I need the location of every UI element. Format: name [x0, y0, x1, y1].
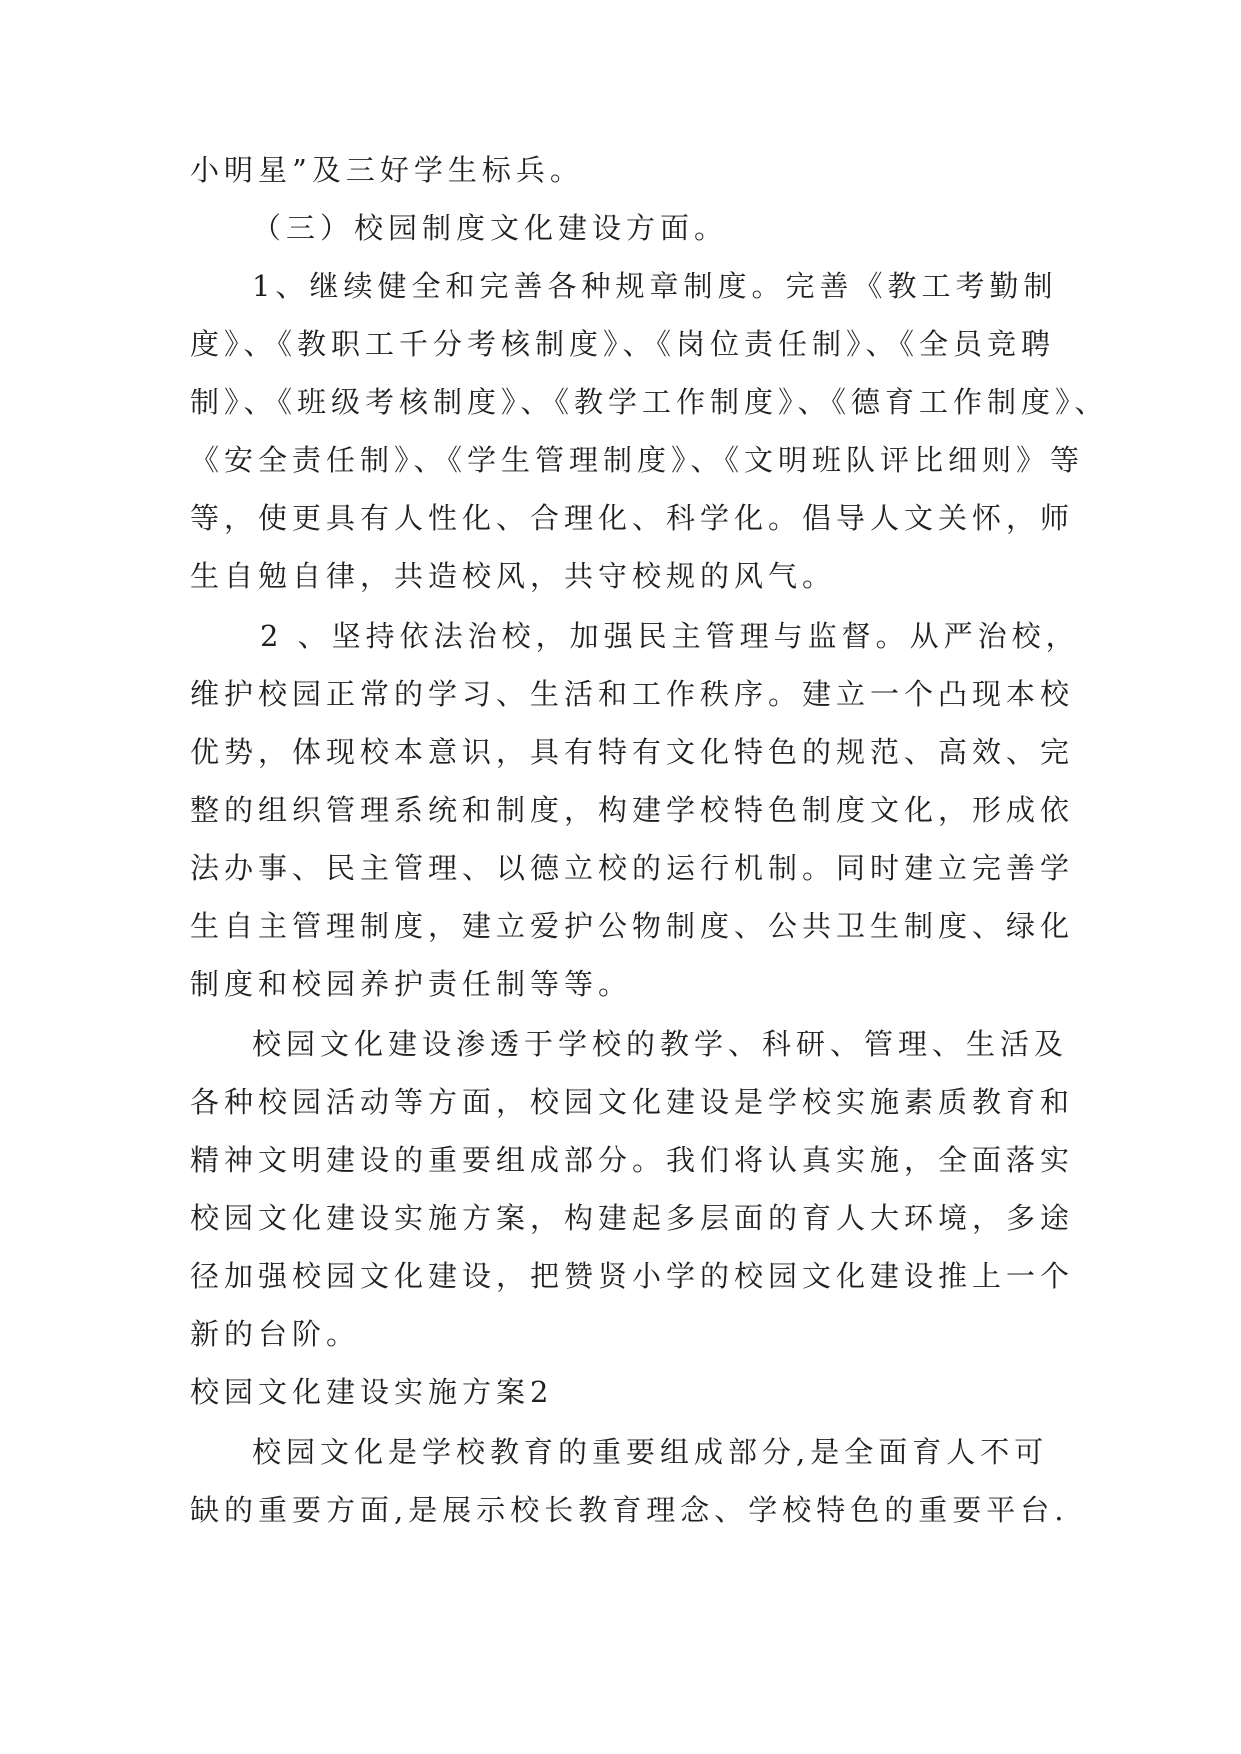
body-text-line: 校园文化建设渗透于学校的教学、科研、管理、生活及 — [252, 1027, 1069, 1061]
body-text-line: 制》、《班级考核制度》、《教学工作制度》、《德育工作制度》、 — [190, 385, 1109, 419]
body-text-line: 制度和校园养护责任制等等。 — [190, 967, 633, 1001]
body-text-line: 等，使更具有人性化、合理化、科学化。倡导人文关怀，师 — [190, 501, 1075, 535]
body-text-line: 各种校园活动等方面，校园文化建设是学校实施素质教育和 — [190, 1085, 1075, 1119]
body-text-line: 新的台阶。 — [190, 1317, 361, 1351]
body-text-line: 法办事、民主管理、以德立校的运行机制。同时建立完善学 — [190, 851, 1075, 885]
body-text-line: 整的组织管理系统和制度，构建学校特色制度文化，形成依 — [190, 793, 1075, 827]
body-text-line: 小明星”及三好学生标兵。 — [190, 153, 584, 187]
body-text-line: 生自勉自律，共造校风，共守校规的风气。 — [190, 559, 837, 593]
body-text-line: 《安全责任制》、《学生管理制度》、《文明班队评比细则》等 — [190, 443, 1085, 477]
body-text-line: 1、继续健全和完善各种规章制度。完善《教工考勤制 — [252, 269, 1058, 303]
body-text-line: 精神文明建设的重要组成部分。我们将认真实施，全面落实 — [190, 1143, 1075, 1177]
body-text-line: 度》、《教职工千分考核制度》、《岗位责任制》、《全员竞聘 — [190, 327, 1056, 361]
body-text-line: 径加强校园文化建设，把赞贤小学的校园文化建设推上一个 — [190, 1259, 1075, 1293]
body-text-line: 优势，体现校本意识，具有特有文化特色的规范、高效、完 — [190, 735, 1075, 769]
section-heading: （三）校园制度文化建设方面。 — [252, 211, 729, 245]
body-text-line: 维护校园正常的学习、生活和工作秩序。建立一个凸现本校 — [190, 677, 1075, 711]
body-text-line: 缺的重要方面,是展示校长教育理念、学校特色的重要平台. — [190, 1493, 1069, 1527]
body-text-line: 2 、坚持依法治校，加强民主管理与监督。从严治校， — [260, 619, 1080, 653]
body-text-line: 生自主管理制度，建立爱护公物制度、公共卫生制度、绿化 — [190, 909, 1075, 943]
body-text-line: 校园文化建设实施方案，构建起多层面的育人大环境，多途 — [190, 1201, 1075, 1235]
body-text-line: 校园文化是学校教育的重要组成部分,是全面育人不可 — [252, 1435, 1049, 1469]
document-heading: 校园文化建设实施方案2 — [190, 1375, 554, 1409]
